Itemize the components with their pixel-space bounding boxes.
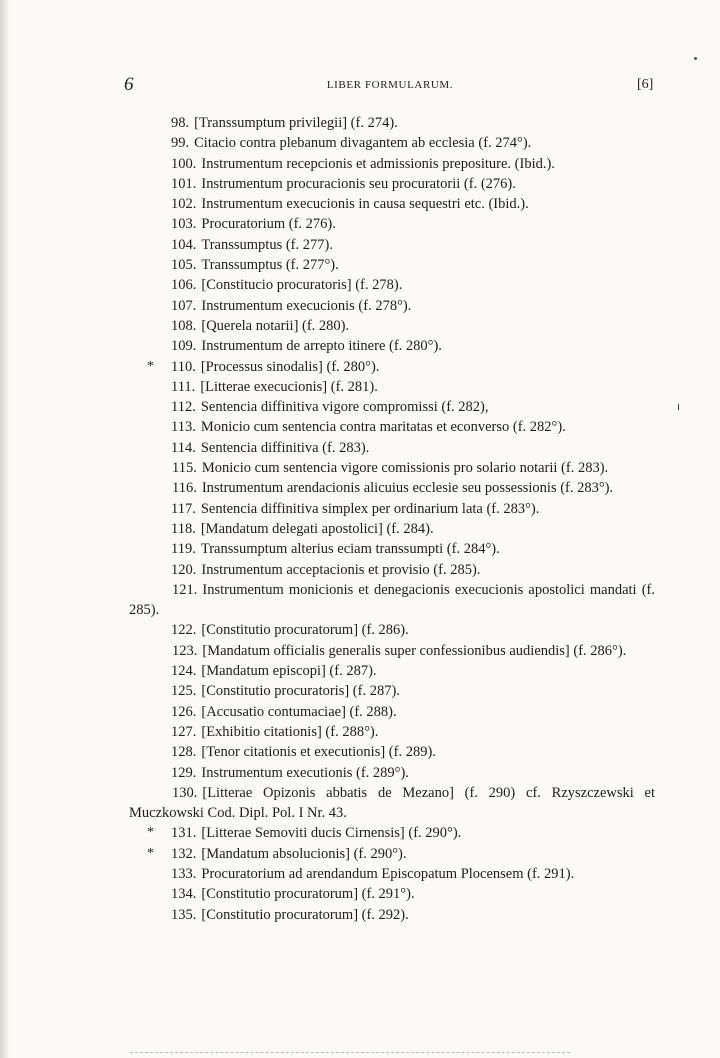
entry-text: [Litterae execucionis] (f. 281). <box>200 378 378 395</box>
list-item <box>129 377 655 397</box>
list-item <box>129 458 655 478</box>
list-item <box>129 722 655 742</box>
entry-text: Sentencia diffinitiva simplex per ordinarium lata (f. 283°). <box>200 500 540 517</box>
list-item <box>129 539 655 559</box>
list-item <box>129 763 655 783</box>
entry-number: 102. <box>171 196 197 213</box>
entry-number: 125. <box>171 683 197 700</box>
entry-number: 135. <box>171 906 197 923</box>
asterisk-mark: * <box>147 845 154 861</box>
entry-text: Instrumentum procuracionis seu procuratorii (f. (276). <box>201 175 516 192</box>
list-item <box>129 620 655 640</box>
list-item <box>129 194 655 214</box>
entry-number: 132. <box>171 845 197 862</box>
entry-number: 107. <box>171 297 197 314</box>
entry-number: 108. <box>171 317 197 334</box>
entry-text: Sentencia diffinitiva (f. 283). <box>200 439 370 456</box>
asterisk-mark: * <box>147 358 154 374</box>
asterisk-mark: * <box>147 825 154 841</box>
list-item <box>129 113 655 133</box>
list-item <box>129 316 655 336</box>
entry-number: 113. <box>171 419 196 436</box>
list-item <box>129 702 655 722</box>
entry-text: Instrumentum acceptacionis et provisio (f. 285). <box>201 561 481 578</box>
list-item <box>129 214 655 234</box>
entry-number: 134. <box>171 886 197 903</box>
entry-text: Instrumentum recepcionis et admissionis prepositure. (Ibid.). <box>201 155 555 172</box>
entry-number: 123. <box>172 642 198 659</box>
list-item <box>129 864 655 884</box>
page-number: 6 <box>124 74 134 95</box>
entry-text: [Accusatio contumaciae] (f. 288). <box>201 703 397 720</box>
list-item <box>129 884 655 904</box>
entry-text: [Mandatum officialis generalis super confessionibus audiendis] (f. 286°). <box>202 642 627 659</box>
entry-number: 130. <box>172 784 198 801</box>
list-item <box>129 397 655 417</box>
entry-text: Transsumptus (f. 277°). <box>201 257 339 274</box>
entry-text: Instrumentum de arrepto itinere (f. 280°). <box>201 338 442 355</box>
list-item <box>129 742 655 762</box>
entry-text: Instrumentum execucionis (f. 278°). <box>201 297 412 314</box>
entry-text: [Tenor citationis et executionis] (f. 289). <box>201 744 436 761</box>
list-item <box>129 478 655 498</box>
list-item <box>129 499 655 519</box>
entry-text: [Querela notarii] (f. 280). <box>201 317 350 334</box>
entry-text: Procuratorium (f. 276). <box>201 216 336 233</box>
entry-text: [Constitutio procuratoris] (f. 287). <box>201 683 400 700</box>
entry-number: 109. <box>171 338 197 355</box>
entry-text: Procuratorium ad arendandum Episcopatum Plocensem (f. 291). <box>201 865 575 882</box>
entry-text: [Transsumptum privilegii] (f. 274). <box>194 115 398 131</box>
list-item <box>129 783 655 824</box>
entry-text: [Constitutio procuratorum] (f. 286). <box>201 622 409 639</box>
list-item <box>129 438 655 458</box>
page-bottom-edge <box>130 1052 570 1055</box>
entry-text: [Constitutio procuratorum] (f. 291°). <box>201 886 415 903</box>
list-item <box>129 275 655 295</box>
entry-text: [Litterae Semoviti ducis Cirnensis] (f. 290°). <box>201 825 462 842</box>
entry-number: 115. <box>172 460 197 477</box>
entry-number: 100. <box>171 155 197 172</box>
list-item <box>129 905 655 925</box>
entry-text: Instrumentum execucionis in causa sequestri etc. (Ibid.). <box>201 196 529 213</box>
entry-text: [Mandatum delegati apostolici] (f. 284). <box>200 520 434 537</box>
entry-number: 127. <box>171 723 197 740</box>
list-item <box>129 844 655 864</box>
entry-number: 131. <box>171 825 197 842</box>
entry-text: Transsumptus (f. 277). <box>201 236 333 253</box>
page-header <box>0 74 720 98</box>
entry-text: Instrumentum executionis (f. 289°). <box>201 764 409 781</box>
entry-number: 112. <box>171 399 196 416</box>
entry-text: [Litterae Opizonis abbatis de Mezano] (f. 290) cf. Rzyszczewski et Muczkowski Cod. Dipl. Pol. I Nr. 43. <box>129 784 655 822</box>
entry-number: 133. <box>171 865 197 882</box>
entry-number: 128. <box>171 744 197 761</box>
entry-text: [Processus sinodalis] (f. 280°). <box>200 358 380 375</box>
entry-number: 99. <box>171 135 190 152</box>
entry-number: 114. <box>171 439 196 456</box>
entry-number: 124. <box>171 663 197 680</box>
list-item <box>129 154 655 174</box>
entry-number: 118. <box>171 520 196 537</box>
entry-text: Monicio cum sentencia vigore comissionis pro solario notarii (f. 283). <box>201 460 609 477</box>
entry-number: 126. <box>171 703 197 720</box>
entry-text: Citacio contra plebanum divagantem ab ecclesia (f. 274°). <box>194 135 532 152</box>
entry-number: 101. <box>171 175 197 192</box>
entry-number: 103. <box>171 216 197 233</box>
entry-text: [Constitucio procuratoris] (f. 278). <box>201 277 403 294</box>
entry-text: Instrumentum arendacionis alicuius ecclesie seu possessionis (f. 283°). <box>201 480 614 497</box>
list-item <box>129 133 655 153</box>
entry-text: Monicio cum sentencia contra maritatas et econverso (f. 282°). <box>200 419 566 436</box>
entry-text: Sentencia diffinitiva vigore compromissi (f. 282), <box>200 399 489 416</box>
list-item <box>129 823 655 843</box>
list-item <box>129 296 655 316</box>
page-edge-shadow <box>0 0 9 1058</box>
list-item <box>129 519 655 539</box>
entry-number: 120. <box>171 561 197 578</box>
entry-number: 121. <box>172 581 198 598</box>
entry-list <box>129 113 655 925</box>
entry-text: Instrumentum monicionis et denegacionis execucionis apostolici mandati (f. 285). <box>129 581 655 619</box>
list-item <box>129 681 655 701</box>
entry-text: [Mandatum absolucionis] (f. 290°). <box>201 845 407 862</box>
running-title: LIBER FORMULARUM. <box>326 79 454 91</box>
list-item <box>129 255 655 275</box>
margin-tick-mark <box>678 404 679 410</box>
entry-text: [Constitutio procuratorum] (f. 292). <box>201 906 409 923</box>
list-item <box>129 174 655 194</box>
entry-number: 111. <box>171 378 196 395</box>
entry-number: 98. <box>171 115 190 131</box>
entry-number: 106. <box>171 277 197 294</box>
entry-number: 119. <box>171 541 196 558</box>
original-page-number: [6] <box>637 77 654 92</box>
list-item <box>129 417 655 437</box>
entry-number: 129. <box>171 764 197 781</box>
entry-number: 110. <box>171 358 196 375</box>
entry-number: 122. <box>171 622 197 639</box>
entry-number: 116. <box>172 480 197 497</box>
entry-text: [Mandatum episcopi] (f. 287). <box>201 663 377 680</box>
speck-mark <box>694 57 697 60</box>
list-item <box>129 661 655 681</box>
entry-number: 117. <box>171 500 196 517</box>
entry-number: 105. <box>171 257 197 274</box>
entry-text: [Exhibitio citationis] (f. 288°). <box>201 723 379 740</box>
entry-text: Transsumptum alterius eciam transsumpti (f. 284°). <box>200 541 500 558</box>
list-item <box>129 560 655 580</box>
list-item <box>129 336 655 356</box>
list-item <box>129 235 655 255</box>
list-item <box>129 357 655 377</box>
list-item <box>129 580 655 621</box>
list-item <box>129 641 655 661</box>
entry-number: 104. <box>171 236 197 253</box>
